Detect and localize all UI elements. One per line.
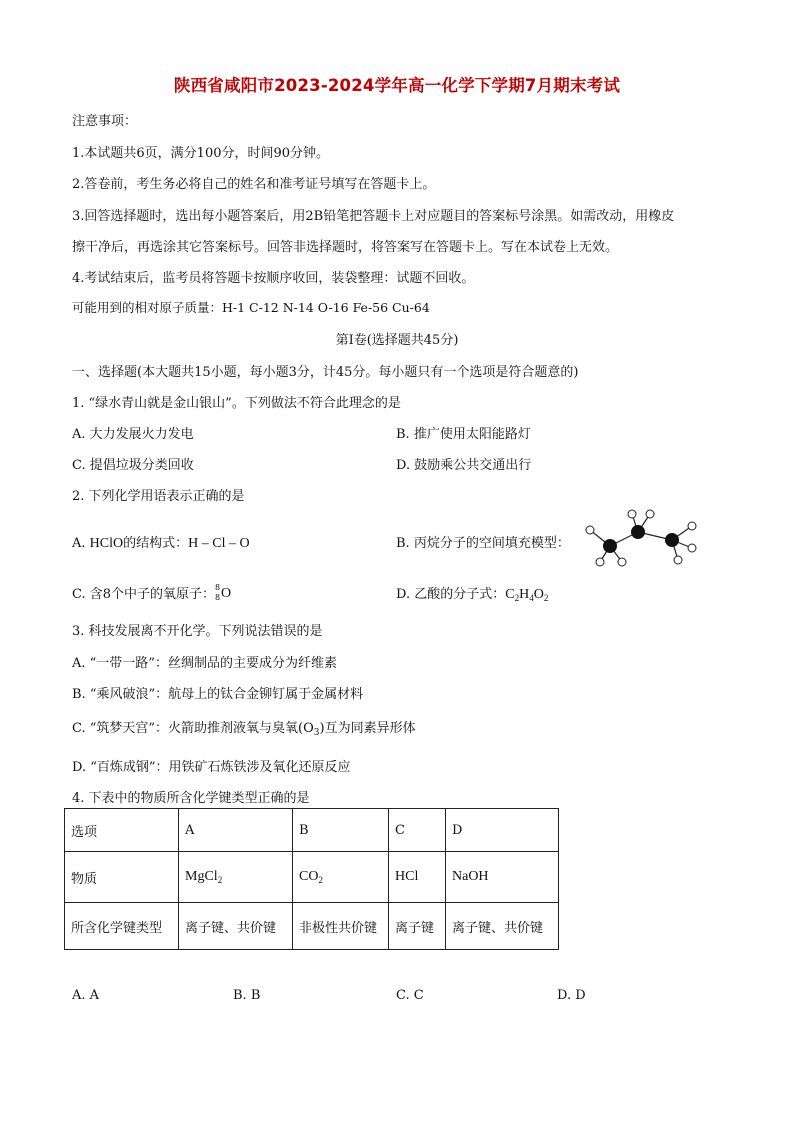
- formula-sub: 2: [318, 875, 323, 885]
- table-cell: 选项: [65, 809, 179, 852]
- q2-option-c: [72, 583, 233, 605]
- q1-option-b: B. 推广使用太阳能路灯: [396, 427, 531, 442]
- q2-a-prefix: A.: [72, 536, 86, 551]
- q3-c-text: C. “筑梦天宫”：火箭助推剂液氧与臭氧(O: [72, 721, 314, 736]
- propane-model-image: [582, 508, 702, 568]
- q4-option-a: A. A: [72, 988, 100, 1003]
- table-row: [65, 903, 559, 950]
- table-cell: C: [389, 809, 446, 852]
- part-title: 一、选择题(本大题共15小题，每小题3分，计45分。每小题只有一个选项是符合题意的): [72, 365, 579, 380]
- q4-option-b: B. B: [233, 988, 261, 1003]
- q2-a-structure: H – Cl – O: [188, 536, 250, 551]
- q4-option-c: C. C: [396, 988, 424, 1003]
- formula-sub: 2: [217, 875, 223, 885]
- question-2-stem: 2. 下列化学用语表示正确的是: [72, 489, 245, 504]
- formula-c: C: [505, 587, 515, 602]
- q3-option-d: D. “百炼成钢”：用铁矿石炼铁涉及氧化还原反应: [72, 760, 351, 775]
- table-row: [65, 809, 559, 852]
- notice-item-4: 4.考试结束后，监考员将答题卡按顺序收回，装袋整理：试题不回收。: [72, 271, 475, 286]
- notice-item-3-cont: 擦干净后，再选涂其它答案标号。回答非选择题时，将答案写在答题卡上。写在本试卷上无效。: [72, 240, 619, 255]
- q3-option-a: A. “一带一路”：丝绸制品的主要成分为纤维素: [72, 656, 337, 671]
- q2-a-formula: HClO: [89, 536, 124, 551]
- table-cell: [293, 852, 389, 903]
- table-row: [65, 852, 559, 903]
- q1-option-d: D. 鼓励乘公共交通出行: [396, 458, 532, 473]
- q1-option-a: A. 大力发展火力发电: [72, 427, 194, 442]
- q3-option-b: B. “乘风破浪”：航母上的钛合金铆钉属于金属材料: [72, 687, 364, 702]
- section-title: 第Ⅰ卷(选择题共45分): [335, 333, 459, 348]
- table-cell: [389, 852, 446, 903]
- q2-option-a: [72, 532, 250, 552]
- notice-heading: 注意事项：: [72, 114, 138, 129]
- formula-sub: 2: [514, 593, 520, 603]
- q2-option-b: B. 丙烷分子的空间填充模型：: [396, 536, 570, 551]
- acetic-acid-formula: [505, 587, 548, 602]
- oxygen-isotope-notation: [215, 582, 233, 605]
- q2-c-text: C. 含8个中子的氧原子：: [72, 587, 216, 602]
- table-cell: [179, 852, 293, 903]
- table-cell: 离子键、共价键: [446, 903, 559, 950]
- q2-a-text: 的结构式：: [123, 536, 189, 551]
- atomic-masses: 可能用到的相对原子质量：H-1 C-12 N-14 O-16 Fe-56 Cu-64: [72, 300, 430, 315]
- q1-option-c: C. 提倡垃圾分类回收: [72, 458, 194, 473]
- formula-text: HCl: [395, 869, 419, 884]
- formula-sub: 4: [529, 593, 534, 603]
- formula-text: CO: [299, 869, 319, 884]
- q3-option-c: [72, 717, 416, 738]
- bond-type-table: [64, 808, 559, 950]
- table-cell: B: [293, 809, 389, 852]
- table-cell: 离子键: [389, 903, 446, 950]
- table-cell: 所含化学键类型: [65, 903, 179, 950]
- atomic-number: 8: [215, 592, 221, 602]
- table-cell: D: [446, 809, 559, 852]
- mass-number: 8: [215, 582, 221, 592]
- question-3-stem: 3. 科技发展离不开化学。下列说法错误的是: [72, 624, 323, 639]
- formula-sub: 2: [543, 593, 549, 603]
- q2-option-d: [396, 583, 548, 603]
- q3-c-text-end: )互为同素异形体: [319, 721, 416, 736]
- table-cell: A: [179, 809, 293, 852]
- ozone-subscript: 3: [313, 728, 320, 738]
- formula-text: MgCl: [185, 869, 218, 884]
- question-1-stem: 1. “绿水青山就是金山银山”。下列做法不符合此理念的是: [72, 396, 401, 411]
- question-4-stem: 4. 下表中的物质所含化学键类型正确的是: [72, 791, 310, 806]
- notice-item-3: 3.回答选择题时，选出每小题答案后，用2B铅笔把答题卡上对应题目的答案标号涂黑。如需改动，用橡皮: [72, 209, 675, 224]
- q4-option-d: D. D: [557, 988, 586, 1003]
- table-cell: 离子键、共价键: [179, 903, 293, 950]
- formula-text: NaOH: [452, 869, 489, 884]
- notice-item-1: 1.本试题共6页，满分100分，时间90分钟。: [72, 146, 330, 161]
- element-symbol: O: [221, 585, 232, 601]
- formula-h: H: [519, 587, 530, 602]
- table-cell: 物质: [65, 852, 179, 903]
- formula-o: O: [533, 587, 544, 602]
- table-cell: [446, 852, 559, 903]
- notice-item-2: 2.答卷前，考生务必将自己的姓名和准考证号填写在答题卡上。: [72, 177, 436, 192]
- q2-d-text: D. 乙酸的分子式：: [396, 587, 506, 602]
- table-cell: 非极性共价键: [293, 903, 389, 950]
- exam-title: 陕西省咸阳市2023-2024学年高一化学下学期7月期末考试: [173, 76, 621, 95]
